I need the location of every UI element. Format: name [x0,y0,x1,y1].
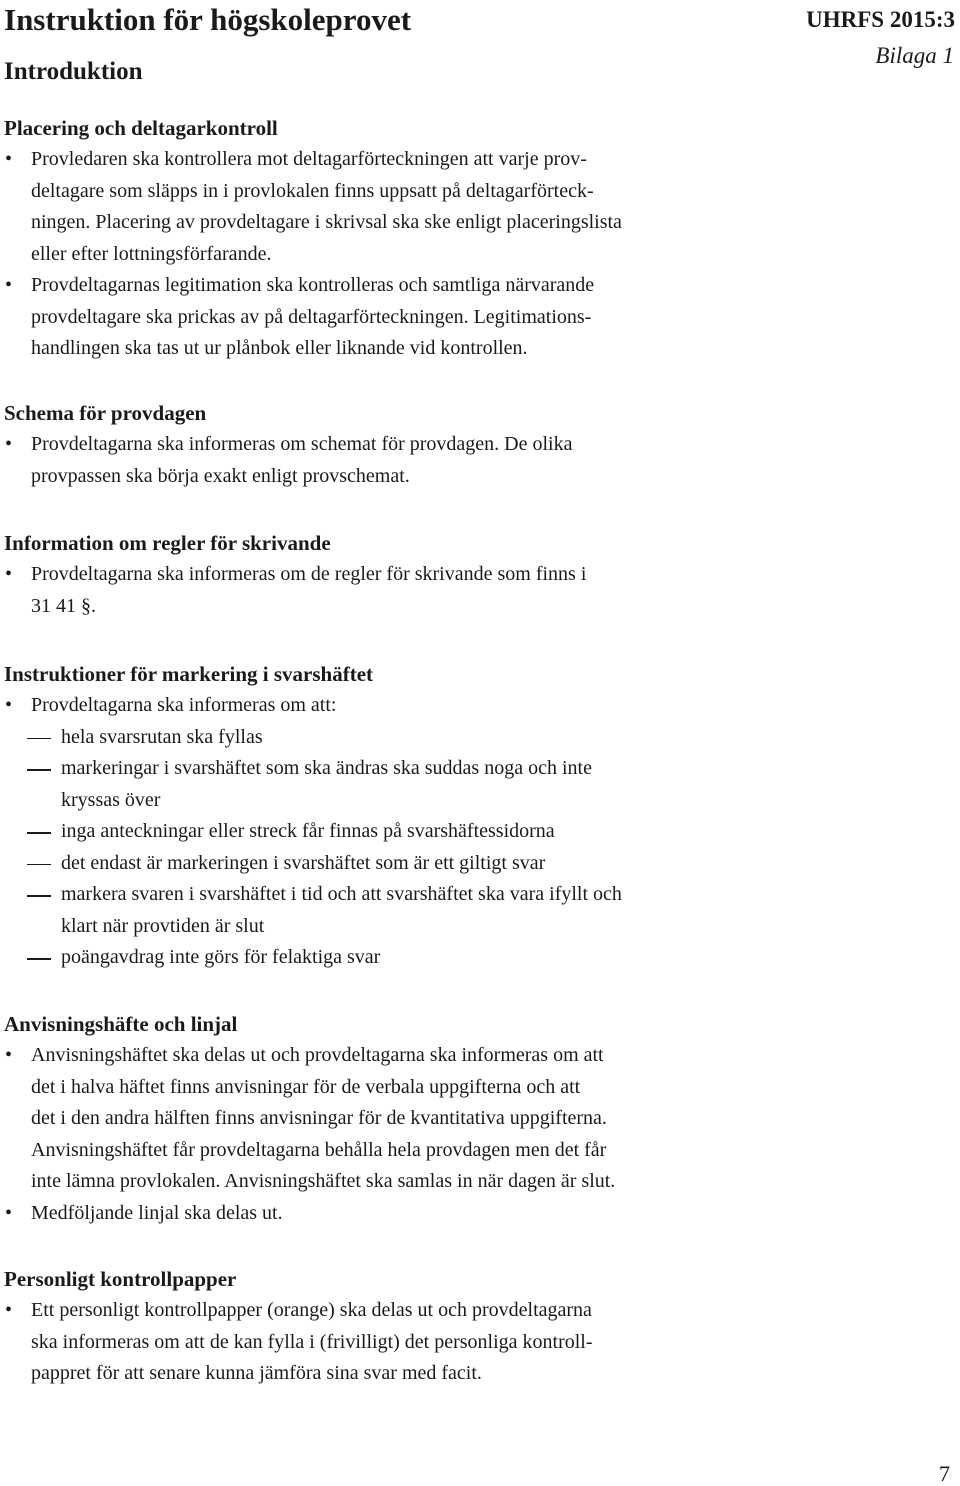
section-placering [4,113,944,365]
bullet-item [4,270,944,365]
dash-item [4,816,944,848]
text-line: Provdeltagarna ska informeras om att: [31,694,337,716]
text-line: provpassen ska börja exakt enligt provschemat. [31,464,410,487]
text-line: det i halva häftet finns anvisningar för de verbala uppgifterna och att [31,1075,581,1098]
text-line: Provdeltagarna ska informeras om schemat för provdagen. De olika [31,433,573,455]
bullet-list [4,690,944,722]
text-line: eller efter lottningsförfarande. [31,242,272,265]
bullet-item [4,1198,944,1230]
bullet-list [4,1040,944,1229]
text-line: ska informeras om att de kan fylla i (frivilligt) det personliga kontroll- [31,1330,593,1353]
section-heading: Information om regler för skrivande [4,531,331,555]
text-line: Provledaren ska kontrollera mot deltagarförteckningen att varje prov- [31,148,587,170]
bullet-item [4,1040,944,1198]
page-number: 7 [939,1461,950,1486]
text-line: klart när provtiden är slut [61,914,265,937]
section-heading: Schema för provdagen [4,401,207,425]
text-line: deltagare som släpps in i provlokalen finns uppsatt på deltagarförteck- [31,179,594,202]
text-line: 31 41 §. [31,594,96,617]
section-kontrollpapper [4,1264,944,1390]
section-schema [4,398,944,492]
bullet-item [4,559,944,622]
bullet-item [4,1295,944,1390]
bullet-list [4,144,944,365]
dash-item [4,848,944,880]
section-heading: Instruktioner för markering i svarshäftet [4,662,374,686]
bullet-list [4,559,944,622]
section-heading: Anvisningshäfte och linjal [4,1012,238,1036]
text-line: kryssas över [61,788,161,811]
dash-item [4,879,944,942]
text-line: ningen. Placering av provdeltagare i skrivsal ska ske enligt placeringslista [31,211,622,233]
section-anvisningshafte [4,1009,944,1229]
bullet-item [4,690,944,722]
text-line: markera svaren i svarshäftet i tid och att svarshäftet ska vara ifyllt och [61,883,622,905]
text-line: markeringar i svarshäftet som ska ändras ska suddas noga och inte [61,757,592,779]
text-line: hela svarsrutan ska fyllas [61,725,263,748]
text-line: inte lämna provlokalen. Anvisningshäftet ska samlas in när dagen är slut. [31,1170,616,1192]
text-line: Provdeltagarnas legitimation ska kontrolleras och samtliga närvarande [31,274,595,296]
text-line: inga anteckningar eller streck får finnas på svarshäftessidorna [61,820,555,842]
text-line: Anvisningshäftet ska delas ut och provdeltagarna ska informeras om att [31,1044,604,1066]
text-line: Provdeltagarna ska informeras om de regler för skrivande som finns i [31,563,587,585]
text-line: provdeltagare ska prickas av på deltagarförteckningen. Legitimations- [31,305,592,328]
page-title: Instruktion för högskoleprovet [4,2,412,37]
bullet-item [4,429,944,492]
section-markering [4,659,944,974]
text-line: det endast är markeringen i svarshäftet som är ett giltigt svar [61,851,546,874]
text-line: det i den andra hälften finns anvisningar för de kvantitativa uppgifterna. [31,1107,607,1129]
text-line: Medföljande linjal ska delas ut. [31,1201,283,1224]
bullet-list [4,429,944,492]
dash-item [4,942,944,974]
page-subtitle: Introduktion [4,58,143,85]
text-line: handlingen ska tas ut ur plånbok eller liknande vid kontrollen. [31,337,528,359]
text-line: Anvisningshäftet får provdeltagarna behålla hela provdagen men det får [31,1138,607,1161]
dash-list [4,722,944,974]
section-heading: Personligt kontrollpapper [4,1267,237,1291]
text-line: Ett personligt kontrollpapper (orange) ska delas ut och provdeltagarna [31,1299,592,1321]
text-line: pappret för att senare kunna jämföra sina svar med facit. [31,1362,482,1384]
section-regler [4,528,944,622]
appendix-label: Bilaga 1 [875,43,954,68]
document-code: UHRFS 2015:3 [806,7,955,32]
bullet-list [4,1295,944,1390]
section-heading: Placering och deltagarkontroll [4,116,278,140]
bullet-item [4,144,944,270]
dash-item [4,722,944,754]
dash-item [4,753,944,816]
text-line: poängavdrag inte görs för felaktiga svar [61,946,381,968]
